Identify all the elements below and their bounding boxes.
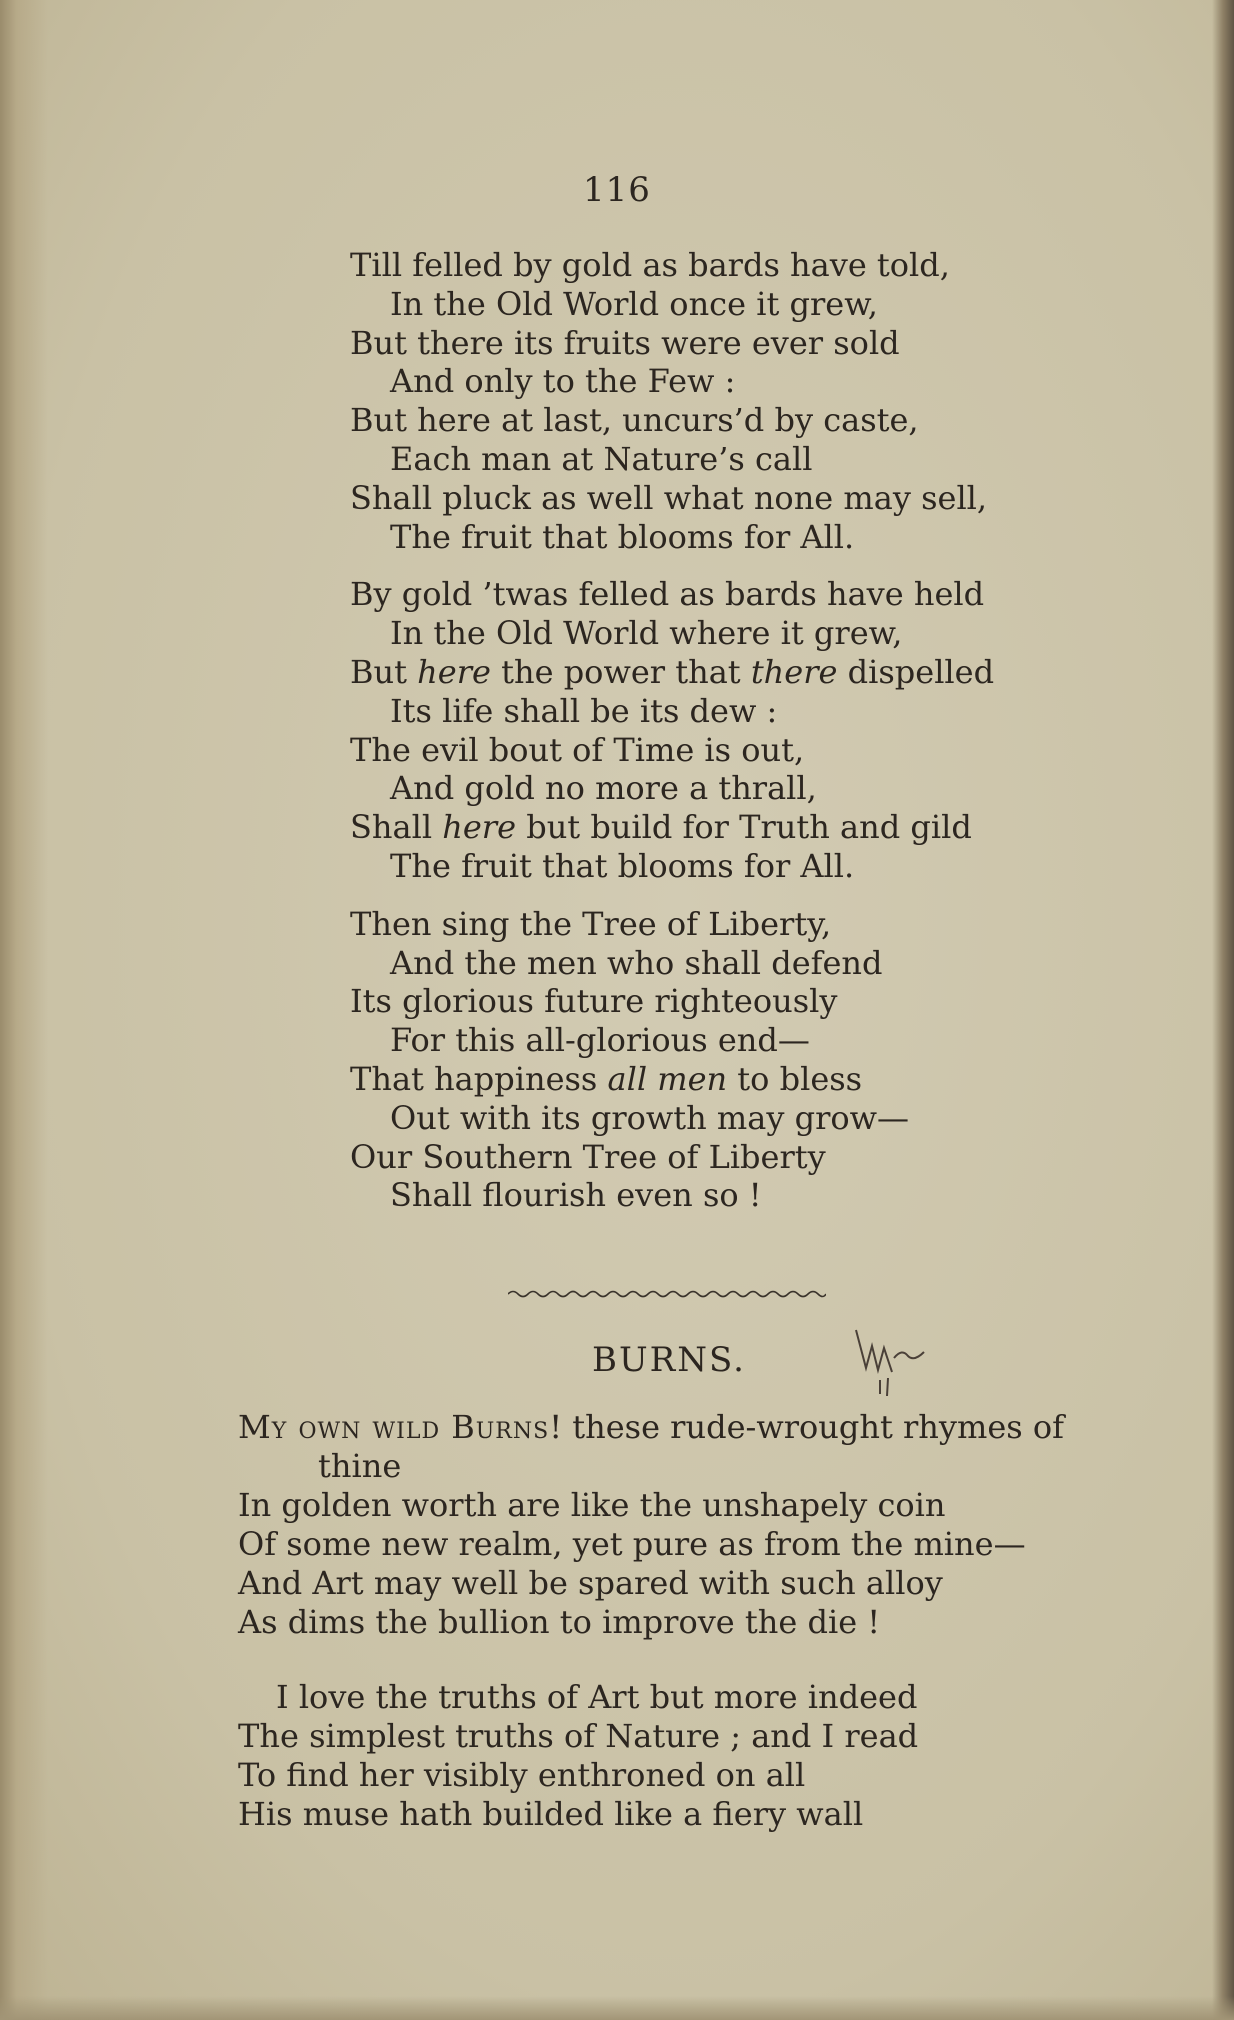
- line-segment: all men: [607, 1059, 728, 1098]
- poem-line: I love the truths of Art but more indeed: [276, 1678, 918, 1716]
- poem-line: To find her visibly enthroned on all: [238, 1756, 806, 1794]
- line-segment: but build for Truth and gild: [516, 808, 972, 847]
- poem-line: The simplest truths of Nature ; and I read: [238, 1717, 919, 1755]
- line-segment: But: [350, 652, 418, 691]
- line-segment: That happiness: [350, 1059, 608, 1098]
- poem-line: Then sing the Tree of Liberty,: [350, 904, 832, 943]
- ornamental-divider: [508, 1287, 826, 1301]
- poem-line: [350, 808, 994, 847]
- page-edge-bottom: [0, 1996, 1234, 2020]
- poem-line: In the Old World once it grew,: [390, 284, 878, 323]
- poem-line: By gold ’twas felled as bards have held: [350, 575, 985, 614]
- poem-line: Shall pluck as well what none may sell,: [350, 478, 988, 517]
- line-segment: ! these rude-wrought rhymes of: [549, 1408, 1064, 1446]
- poem-line: Its life shall be its dew :: [390, 691, 778, 730]
- poem-line: The evil bout of Time is out,: [350, 730, 805, 769]
- poem-line: And only to the Few :: [390, 362, 736, 401]
- poem-line: For this all-glorious end—: [390, 1021, 810, 1060]
- stanza: [238, 1408, 1064, 1642]
- poem-line: Our Southern Tree of Liberty: [350, 1137, 826, 1176]
- pencil-annotation-mark: [850, 1328, 950, 1408]
- line-segment: dispelled: [837, 652, 995, 691]
- poem-line: Till felled by gold as bards have told,: [350, 246, 950, 284]
- line-segment: here: [417, 652, 491, 691]
- page-edge-right: [1212, 0, 1234, 2020]
- poem-line: But here at last, uncurs’d by caste,: [350, 401, 919, 440]
- page-edge-left: [0, 0, 48, 2020]
- poem-line: Of some new realm, yet pure as from the mine—: [238, 1525, 1026, 1563]
- line-segment: to bless: [727, 1059, 863, 1098]
- poem-line: [350, 653, 994, 692]
- poem-line: [350, 1060, 994, 1099]
- poem-line: [238, 1408, 1064, 1447]
- poem-line: And gold no more a thrall,: [390, 769, 817, 808]
- stanza: [350, 575, 994, 885]
- poem-line: In golden worth are like the unshapely coin: [238, 1486, 946, 1524]
- line-segment: there: [750, 652, 838, 691]
- poem-line: The fruit that blooms for All.: [390, 846, 855, 885]
- poem-line: The fruit that blooms for All.: [390, 517, 855, 556]
- poem-line: Shall flourish even so !: [390, 1176, 762, 1215]
- stanza: [350, 905, 994, 1215]
- poem-line: But there its fruits were ever sold: [350, 323, 900, 362]
- poem-line: His muse hath builded like a fiery wall: [238, 1795, 864, 1833]
- poem-line: thine: [318, 1447, 402, 1485]
- poem-line: Each man at Nature’s call: [390, 439, 813, 478]
- stanza: [238, 1678, 1064, 1834]
- poem-title: BURNS.: [592, 1340, 746, 1380]
- line-segment: here: [442, 808, 517, 847]
- poem-line: Out with its growth may grow—: [390, 1098, 910, 1137]
- poem-line: And Art may well be spared with such alloy: [238, 1564, 943, 1602]
- line-segment: the power that: [490, 652, 751, 691]
- page-number: 116: [583, 170, 651, 210]
- liberty-poem: [350, 246, 994, 1234]
- poem-line: As dims the bullion to improve the die !: [238, 1603, 881, 1641]
- line-segment: My own wild Burns: [238, 1408, 550, 1446]
- poem-line: Its glorious future righteously: [350, 982, 838, 1021]
- burns-poem: [238, 1408, 1064, 1870]
- poem-line: In the Old World where it grew,: [390, 614, 903, 653]
- stanza: [350, 246, 994, 556]
- line-segment: Shall: [350, 808, 443, 847]
- poem-line: And the men who shall defend: [390, 943, 883, 982]
